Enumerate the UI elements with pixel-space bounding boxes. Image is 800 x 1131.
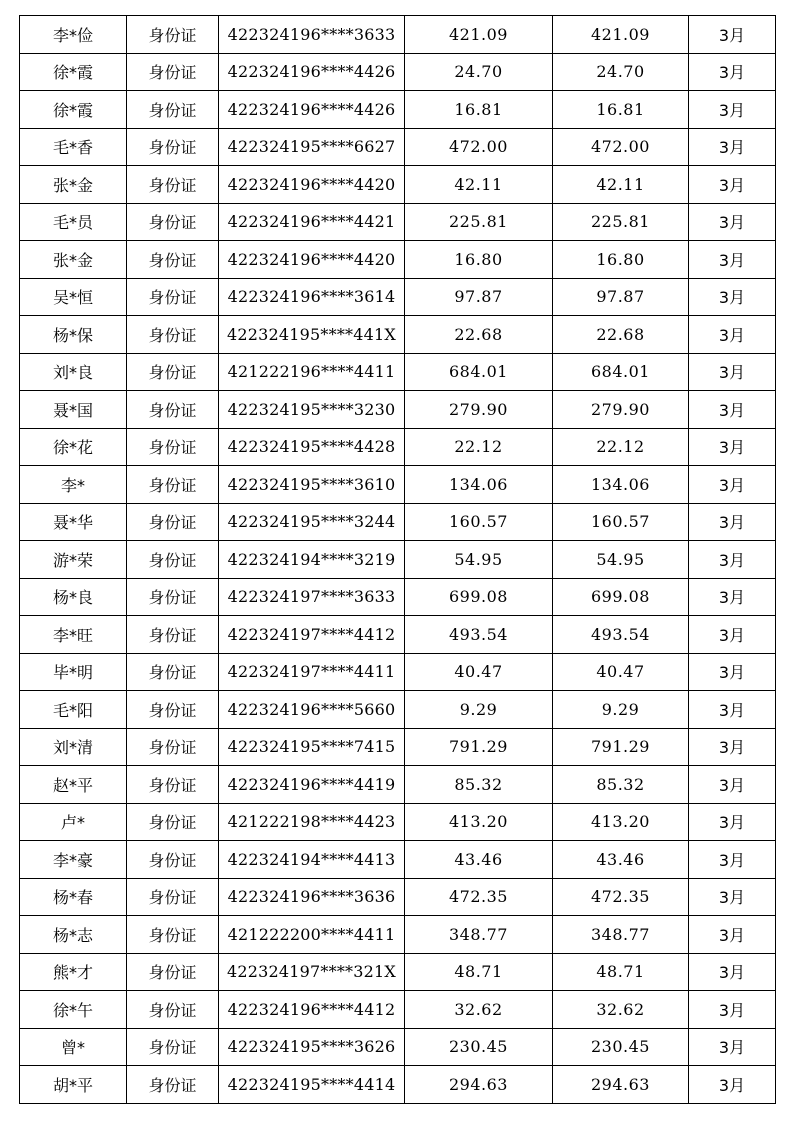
table-row bbox=[20, 241, 776, 279]
paid-amount-cell: 16.80 bbox=[553, 241, 689, 279]
amount-cell: 16.81 bbox=[405, 91, 553, 129]
table-row bbox=[20, 728, 776, 766]
paid-amount-cell: 9.29 bbox=[553, 691, 689, 729]
paid-amount-cell: 134.06 bbox=[553, 466, 689, 504]
amount-cell: 472.00 bbox=[405, 128, 553, 166]
id-type-cell: 身份证 bbox=[127, 1066, 219, 1104]
table-row bbox=[20, 991, 776, 1029]
month-cell: 3月 bbox=[689, 53, 776, 91]
amount-cell: 42.11 bbox=[405, 166, 553, 204]
table-row bbox=[20, 691, 776, 729]
id-number-cell: 422324196****4420 bbox=[219, 166, 405, 204]
amount-cell: 54.95 bbox=[405, 541, 553, 579]
month-cell: 3月 bbox=[689, 878, 776, 916]
name-cell: 杨*志 bbox=[20, 916, 127, 954]
table-row bbox=[20, 1028, 776, 1066]
paid-amount-cell: 472.00 bbox=[553, 128, 689, 166]
amount-cell: 421.09 bbox=[405, 16, 553, 54]
id-number-cell: 421222200****4411 bbox=[219, 916, 405, 954]
name-cell: 聂*华 bbox=[20, 503, 127, 541]
id-number-cell: 422324196****4412 bbox=[219, 991, 405, 1029]
amount-cell: 22.12 bbox=[405, 428, 553, 466]
id-type-cell: 身份证 bbox=[127, 166, 219, 204]
id-number-cell: 422324194****3219 bbox=[219, 541, 405, 579]
amount-cell: 294.63 bbox=[405, 1066, 553, 1104]
month-cell: 3月 bbox=[689, 691, 776, 729]
id-type-cell: 身份证 bbox=[127, 1028, 219, 1066]
name-cell: 徐*霞 bbox=[20, 91, 127, 129]
paid-amount-cell: 85.32 bbox=[553, 766, 689, 804]
month-cell: 3月 bbox=[689, 91, 776, 129]
name-cell: 刘*良 bbox=[20, 353, 127, 391]
amount-cell: 160.57 bbox=[405, 503, 553, 541]
amount-cell: 230.45 bbox=[405, 1028, 553, 1066]
month-cell: 3月 bbox=[689, 541, 776, 579]
id-type-cell: 身份证 bbox=[127, 578, 219, 616]
id-type-cell: 身份证 bbox=[127, 616, 219, 654]
table-row bbox=[20, 953, 776, 991]
amount-cell: 225.81 bbox=[405, 203, 553, 241]
id-number-cell: 422324195****3230 bbox=[219, 391, 405, 429]
id-type-cell: 身份证 bbox=[127, 278, 219, 316]
paid-amount-cell: 348.77 bbox=[553, 916, 689, 954]
amount-cell: 413.20 bbox=[405, 803, 553, 841]
month-cell: 3月 bbox=[689, 653, 776, 691]
month-cell: 3月 bbox=[689, 916, 776, 954]
month-cell: 3月 bbox=[689, 503, 776, 541]
table-row bbox=[20, 353, 776, 391]
id-type-cell: 身份证 bbox=[127, 353, 219, 391]
id-type-cell: 身份证 bbox=[127, 91, 219, 129]
paid-amount-cell: 493.54 bbox=[553, 616, 689, 654]
name-cell: 杨*良 bbox=[20, 578, 127, 616]
id-type-cell: 身份证 bbox=[127, 878, 219, 916]
month-cell: 3月 bbox=[689, 1028, 776, 1066]
name-cell: 徐*午 bbox=[20, 991, 127, 1029]
paid-amount-cell: 160.57 bbox=[553, 503, 689, 541]
id-number-cell: 422324196****3614 bbox=[219, 278, 405, 316]
paid-amount-cell: 684.01 bbox=[553, 353, 689, 391]
month-cell: 3月 bbox=[689, 128, 776, 166]
id-number-cell: 421222196****4411 bbox=[219, 353, 405, 391]
id-number-cell: 422324197****4411 bbox=[219, 653, 405, 691]
id-number-cell: 422324196****4426 bbox=[219, 91, 405, 129]
table-row bbox=[20, 278, 776, 316]
table-row bbox=[20, 653, 776, 691]
month-cell: 3月 bbox=[689, 803, 776, 841]
id-number-cell: 422324197****4412 bbox=[219, 616, 405, 654]
amount-cell: 684.01 bbox=[405, 353, 553, 391]
id-type-cell: 身份证 bbox=[127, 766, 219, 804]
table-row bbox=[20, 803, 776, 841]
table-row bbox=[20, 316, 776, 354]
id-number-cell: 422324196****3633 bbox=[219, 16, 405, 54]
paid-amount-cell: 40.47 bbox=[553, 653, 689, 691]
id-type-cell: 身份证 bbox=[127, 428, 219, 466]
paid-amount-cell: 97.87 bbox=[553, 278, 689, 316]
month-cell: 3月 bbox=[689, 991, 776, 1029]
table-row bbox=[20, 203, 776, 241]
id-number-cell: 422324195****3244 bbox=[219, 503, 405, 541]
table-row bbox=[20, 1066, 776, 1104]
name-cell: 曾* bbox=[20, 1028, 127, 1066]
table-row bbox=[20, 841, 776, 879]
id-type-cell: 身份证 bbox=[127, 241, 219, 279]
month-cell: 3月 bbox=[689, 616, 776, 654]
name-cell: 毕*明 bbox=[20, 653, 127, 691]
ledger-body bbox=[20, 16, 776, 1104]
paid-amount-cell: 699.08 bbox=[553, 578, 689, 616]
month-cell: 3月 bbox=[689, 203, 776, 241]
month-cell: 3月 bbox=[689, 578, 776, 616]
paid-amount-cell: 279.90 bbox=[553, 391, 689, 429]
paid-amount-cell: 294.63 bbox=[553, 1066, 689, 1104]
id-type-cell: 身份证 bbox=[127, 541, 219, 579]
id-number-cell: 422324195****4414 bbox=[219, 1066, 405, 1104]
id-type-cell: 身份证 bbox=[127, 128, 219, 166]
name-cell: 李*旺 bbox=[20, 616, 127, 654]
id-number-cell: 421222198****4423 bbox=[219, 803, 405, 841]
amount-cell: 279.90 bbox=[405, 391, 553, 429]
id-number-cell: 422324195****6627 bbox=[219, 128, 405, 166]
month-cell: 3月 bbox=[689, 466, 776, 504]
amount-cell: 43.46 bbox=[405, 841, 553, 879]
month-cell: 3月 bbox=[689, 728, 776, 766]
table-row bbox=[20, 541, 776, 579]
name-cell: 熊*才 bbox=[20, 953, 127, 991]
id-number-cell: 422324194****4413 bbox=[219, 841, 405, 879]
month-cell: 3月 bbox=[689, 391, 776, 429]
id-type-cell: 身份证 bbox=[127, 803, 219, 841]
amount-cell: 24.70 bbox=[405, 53, 553, 91]
id-type-cell: 身份证 bbox=[127, 391, 219, 429]
id-type-cell: 身份证 bbox=[127, 953, 219, 991]
month-cell: 3月 bbox=[689, 428, 776, 466]
paid-amount-cell: 32.62 bbox=[553, 991, 689, 1029]
id-number-cell: 422324197****321X bbox=[219, 953, 405, 991]
name-cell: 游*荣 bbox=[20, 541, 127, 579]
month-cell: 3月 bbox=[689, 16, 776, 54]
amount-cell: 22.68 bbox=[405, 316, 553, 354]
table-row bbox=[20, 16, 776, 54]
id-type-cell: 身份证 bbox=[127, 841, 219, 879]
paid-amount-cell: 413.20 bbox=[553, 803, 689, 841]
id-number-cell: 422324195****4428 bbox=[219, 428, 405, 466]
id-type-cell: 身份证 bbox=[127, 916, 219, 954]
amount-cell: 9.29 bbox=[405, 691, 553, 729]
table-row bbox=[20, 428, 776, 466]
table-row bbox=[20, 466, 776, 504]
name-cell: 李*豪 bbox=[20, 841, 127, 879]
amount-cell: 791.29 bbox=[405, 728, 553, 766]
amount-cell: 699.08 bbox=[405, 578, 553, 616]
id-type-cell: 身份证 bbox=[127, 203, 219, 241]
name-cell: 李* bbox=[20, 466, 127, 504]
amount-cell: 85.32 bbox=[405, 766, 553, 804]
id-type-cell: 身份证 bbox=[127, 503, 219, 541]
name-cell: 杨*春 bbox=[20, 878, 127, 916]
paid-amount-cell: 22.12 bbox=[553, 428, 689, 466]
id-number-cell: 422324196****4421 bbox=[219, 203, 405, 241]
table-row bbox=[20, 578, 776, 616]
id-number-cell: 422324195****3610 bbox=[219, 466, 405, 504]
id-number-cell: 422324197****3633 bbox=[219, 578, 405, 616]
id-number-cell: 422324195****441X bbox=[219, 316, 405, 354]
amount-cell: 134.06 bbox=[405, 466, 553, 504]
table-row bbox=[20, 766, 776, 804]
table-row bbox=[20, 53, 776, 91]
name-cell: 李*俭 bbox=[20, 16, 127, 54]
table-row bbox=[20, 878, 776, 916]
table-row bbox=[20, 128, 776, 166]
amount-cell: 493.54 bbox=[405, 616, 553, 654]
table-row bbox=[20, 916, 776, 954]
month-cell: 3月 bbox=[689, 166, 776, 204]
paid-amount-cell: 54.95 bbox=[553, 541, 689, 579]
paid-amount-cell: 421.09 bbox=[553, 16, 689, 54]
id-number-cell: 422324195****3626 bbox=[219, 1028, 405, 1066]
paid-amount-cell: 43.46 bbox=[553, 841, 689, 879]
name-cell: 徐*霞 bbox=[20, 53, 127, 91]
name-cell: 徐*花 bbox=[20, 428, 127, 466]
name-cell: 聂*国 bbox=[20, 391, 127, 429]
id-type-cell: 身份证 bbox=[127, 53, 219, 91]
amount-cell: 348.77 bbox=[405, 916, 553, 954]
name-cell: 毛*阳 bbox=[20, 691, 127, 729]
amount-cell: 16.80 bbox=[405, 241, 553, 279]
name-cell: 杨*保 bbox=[20, 316, 127, 354]
paid-amount-cell: 472.35 bbox=[553, 878, 689, 916]
table-row bbox=[20, 166, 776, 204]
paid-amount-cell: 22.68 bbox=[553, 316, 689, 354]
amount-cell: 32.62 bbox=[405, 991, 553, 1029]
paid-amount-cell: 42.11 bbox=[553, 166, 689, 204]
id-number-cell: 422324195****7415 bbox=[219, 728, 405, 766]
name-cell: 胡*平 bbox=[20, 1066, 127, 1104]
name-cell: 吴*恒 bbox=[20, 278, 127, 316]
amount-cell: 472.35 bbox=[405, 878, 553, 916]
id-type-cell: 身份证 bbox=[127, 16, 219, 54]
paid-amount-cell: 791.29 bbox=[553, 728, 689, 766]
amount-cell: 97.87 bbox=[405, 278, 553, 316]
paid-amount-cell: 225.81 bbox=[553, 203, 689, 241]
table-row bbox=[20, 91, 776, 129]
id-type-cell: 身份证 bbox=[127, 466, 219, 504]
paid-amount-cell: 16.81 bbox=[553, 91, 689, 129]
table-row bbox=[20, 391, 776, 429]
name-cell: 卢* bbox=[20, 803, 127, 841]
id-type-cell: 身份证 bbox=[127, 728, 219, 766]
name-cell: 张*金 bbox=[20, 241, 127, 279]
month-cell: 3月 bbox=[689, 841, 776, 879]
id-number-cell: 422324196****4419 bbox=[219, 766, 405, 804]
name-cell: 张*金 bbox=[20, 166, 127, 204]
payment-ledger-table bbox=[19, 15, 776, 1104]
id-type-cell: 身份证 bbox=[127, 316, 219, 354]
id-number-cell: 422324196****4420 bbox=[219, 241, 405, 279]
id-number-cell: 422324196****5660 bbox=[219, 691, 405, 729]
id-number-cell: 422324196****3636 bbox=[219, 878, 405, 916]
table-row bbox=[20, 616, 776, 654]
id-number-cell: 422324196****4426 bbox=[219, 53, 405, 91]
name-cell: 毛*员 bbox=[20, 203, 127, 241]
name-cell: 赵*平 bbox=[20, 766, 127, 804]
month-cell: 3月 bbox=[689, 353, 776, 391]
month-cell: 3月 bbox=[689, 953, 776, 991]
month-cell: 3月 bbox=[689, 766, 776, 804]
amount-cell: 40.47 bbox=[405, 653, 553, 691]
paid-amount-cell: 48.71 bbox=[553, 953, 689, 991]
month-cell: 3月 bbox=[689, 316, 776, 354]
amount-cell: 48.71 bbox=[405, 953, 553, 991]
id-type-cell: 身份证 bbox=[127, 991, 219, 1029]
name-cell: 刘*清 bbox=[20, 728, 127, 766]
paid-amount-cell: 230.45 bbox=[553, 1028, 689, 1066]
id-type-cell: 身份证 bbox=[127, 691, 219, 729]
paid-amount-cell: 24.70 bbox=[553, 53, 689, 91]
month-cell: 3月 bbox=[689, 1066, 776, 1104]
month-cell: 3月 bbox=[689, 241, 776, 279]
month-cell: 3月 bbox=[689, 278, 776, 316]
table-row bbox=[20, 503, 776, 541]
name-cell: 毛*香 bbox=[20, 128, 127, 166]
id-type-cell: 身份证 bbox=[127, 653, 219, 691]
